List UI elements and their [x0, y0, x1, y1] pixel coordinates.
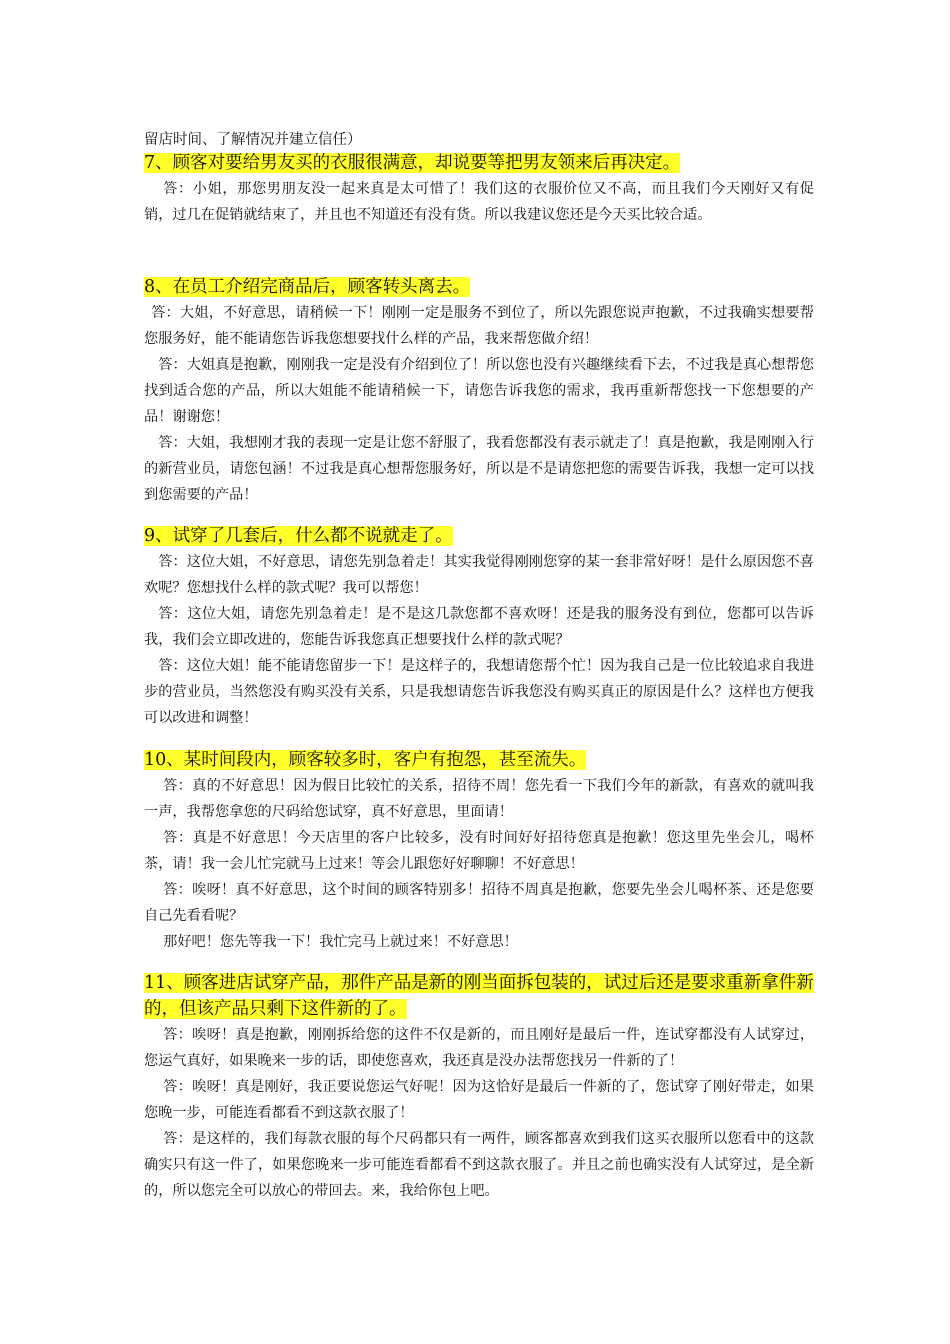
answer-paragraph: 答：是这样的，我们每款衣服的每个尺码都只有一两件，顾客都喜欢到我们这买衣服所以您看中的这款确实只有这一件了，如果您晚来一步可能连看都看不到这款衣服了。并且之前也确实没有人试穿过，是全新的，所以您完全可以放心的带回去。来，我给你包上吧。: [144, 1131, 814, 1199]
question-heading-9: [144, 523, 814, 549]
answer-paragraph: 答：唉呀！真不好意思，这个时间的顾客特别多！招待不周真是抱歉，您要先坐会儿喝杯茶、还是您要自己先看看呢？: [144, 882, 814, 924]
answer-paragraph: 答：大姐，不好意思，请稍候一下！刚刚一定是服务不到位了，所以先跟您说声抱歉，不过我确实想要帮您服务好，能不能请您告诉我您想要找什么样的产品，我来帮您做介绍！: [144, 305, 814, 347]
answer-paragraph: 答：真是不好意思！今天店里的客户比较多，没有时间好好招待您真是抱歉！您这里先坐会儿，喝杯茶，请！我一会儿忙完就马上过来！等会儿跟您好好聊聊！不好意思！: [144, 830, 814, 872]
question-heading-7-text: 7、顾客对要给男友买的衣服很满意，却说要等把男友领来后再决定。: [144, 153, 681, 173]
question-heading-10-text: 10、某时间段内，顾客较多时，客户有抱怨，甚至流失。: [144, 750, 587, 770]
answer-block-9: [144, 549, 814, 731]
answer-paragraph: 那好吧！您先等我一下！我忙完马上就过来！不好意思！: [163, 934, 518, 950]
question-heading-7: [144, 150, 814, 176]
answer-block-11: [144, 1022, 814, 1204]
answer-block-7: [144, 176, 814, 228]
answer-block-8: [144, 300, 814, 508]
question-heading-9-text: 9、试穿了几套后，什么都不说就走了。: [144, 526, 453, 546]
section-7: [144, 150, 814, 228]
question-heading-11: [144, 970, 814, 1022]
section-9: [144, 523, 814, 731]
answer-paragraph: 答：这位大姐，请您先别急着走！是不是这几款您都不喜欢呀！还是我的服务没有到位，您都可以告诉我，我们会立即改进的，您能告诉我您真正想要找什么样的款式呢？: [144, 606, 814, 648]
answer-paragraph: 答：小姐，那您男朋友没一起来真是太可惜了！我们这的衣服价位又不高，而且我们今天刚好又有促销，过几在促销就结束了，并且也不知道还有没有货。所以我建议您还是今天买比较合适。: [144, 181, 814, 223]
question-heading-8-text: 8、在员工介绍完商品后，顾客转头离去。: [144, 277, 471, 297]
answer-paragraph: 答：唉呀！真是抱歉，刚刚拆给您的这件不仅是新的，而且刚好是最后一件，连试穿都没有人试穿过，您运气真好，如果晚来一步的话，即使您喜欢，我还真是没办法帮您找另一件新的了！: [144, 1027, 814, 1069]
answer-block-10: [144, 773, 814, 955]
answer-paragraph: 答：大姐，我想刚才我的表现一定是让您不舒服了，我看您都没有表示就走了！真是抱歉，我是刚刚入行的新营业员，请您包涵！不过我是真心想帮您服务好，所以是不是请您把您的需要告诉我，我想一定可以找到您需要的产品！: [144, 435, 814, 503]
answer-paragraph: 答：大姐真是抱歉，刚刚我一定是没有介绍到位了！所以您也没有兴趣继续看下去，不过我是真心想帮您找到适合您的产品，所以大姐能不能请稍候一下，请您告诉我您的需求，我再重新帮您找一下您想要的产品！谢谢您！: [144, 357, 814, 425]
answer-paragraph: 答：这位大姐！能不能请您留步一下！是这样子的，我想请您帮个忙！因为我自己是一位比较追求自我进步的营业员，当然您没有购买没有关系，只是我想请您告诉我您没有购买真正的原因是什么？这样也方便我可以改进和调整！: [144, 658, 814, 726]
section-11: [144, 970, 814, 1204]
answer-paragraph: 答：唉呀！真是刚好，我正要说您运气好呢！因为这恰好是最后一件新的了，您试穿了刚好带走，如果您晚一步，可能连看都看不到这款衣服了！: [144, 1079, 814, 1121]
section-8: [144, 274, 814, 508]
section-10: [144, 747, 814, 955]
answer-paragraph: 答：真的不好意思！因为假日比较忙的关系，招待不周！您先看一下我们今年的新款，有喜欢的就叫我一声，我帮您拿您的尺码给您试穿，真不好意思，里面请！: [144, 778, 814, 820]
question-heading-10: [144, 747, 814, 773]
question-heading-8: [144, 274, 814, 300]
lead-line: 留店时间、了解情况并建立信任）: [144, 132, 362, 148]
question-heading-11-text: 11、顾客进店试穿产品，那件产品是新的刚当面拆包装的，试过后还是要求重新拿件新的，但该产品只剩下这件新的了。: [144, 973, 814, 1019]
answer-paragraph: 答：这位大姐，不好意思，请您先别急着走！其实我觉得刚刚您穿的某一套非常好呀！是什么原因您不喜欢呢？您想找什么样的款式呢？我可以帮您！: [144, 554, 814, 596]
